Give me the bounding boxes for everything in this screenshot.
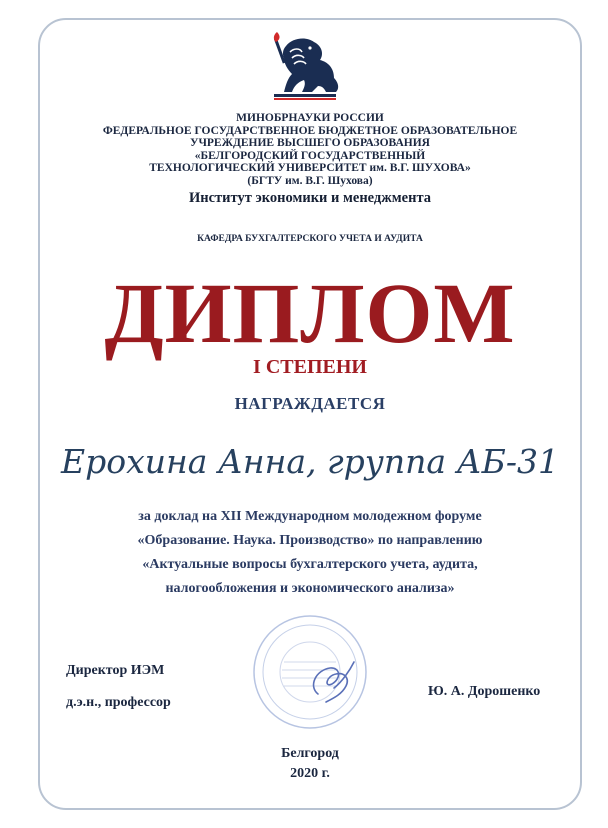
city: Белгород bbox=[281, 746, 339, 761]
place-and-date bbox=[60, 744, 560, 784]
signatory-position: Директор ИЭМ bbox=[66, 663, 165, 678]
description-line: налогообложения и экономического анализа» bbox=[165, 581, 455, 596]
description-line: за доклад на XII Международном молодежном форуме bbox=[138, 509, 482, 524]
awarded-label: НАГРАЖДАЕТСЯ bbox=[234, 394, 386, 413]
header-line: УЧРЕЖДЕНИЕ ВЫСШЕГО ОБРАЗОВАНИЯ bbox=[190, 137, 430, 149]
header-line: МИНОБРНАУКИ РОССИИ bbox=[236, 112, 384, 124]
department-name: КАФЕДРА БУХГАЛТЕРСКОГО УЧЕТА И АУДИТА bbox=[197, 234, 423, 244]
diploma-degree: I СТЕПЕНИ bbox=[253, 356, 367, 378]
diploma-title: ДИПЛОМ bbox=[104, 265, 516, 361]
award-description bbox=[60, 505, 560, 601]
handwritten-signature-icon bbox=[296, 652, 366, 712]
signatory-credentials: д.э.н., профессор bbox=[66, 695, 171, 710]
header-line: ФЕДЕРАЛЬНОЕ ГОСУДАРСТВЕННОЕ БЮДЖЕТНОЕ ОБРАЗОВАТЕЛЬНОЕ bbox=[102, 124, 518, 137]
lion-torch-emblem-icon bbox=[266, 30, 344, 102]
header-line: «БЕЛГОРОДСКИЙ ГОСУДАРСТВЕННЫЙ bbox=[194, 149, 426, 162]
header-line: ТЕХНОЛОГИЧЕСКИЙ УНИВЕРСИТЕТ им. В.Г. ШУХОВА» bbox=[149, 162, 471, 174]
institute-name: Институт экономики и менеджмента bbox=[188, 190, 431, 206]
description-line: «Актуальные вопросы бухгалтерского учета, аудита, bbox=[142, 557, 478, 572]
recipient-name: Ерохина Анна, группа АБ-31 bbox=[61, 442, 559, 481]
year: 2020 г. bbox=[290, 766, 330, 781]
ministry-header bbox=[60, 112, 560, 187]
description-line: «Образование. Наука. Производство» по направлению bbox=[137, 533, 483, 548]
signatory-name: Ю. А. Дорошенко bbox=[428, 684, 541, 699]
signatory-block bbox=[66, 655, 171, 719]
header-line: (БГТУ им. В.Г. Шухова) bbox=[247, 174, 373, 187]
